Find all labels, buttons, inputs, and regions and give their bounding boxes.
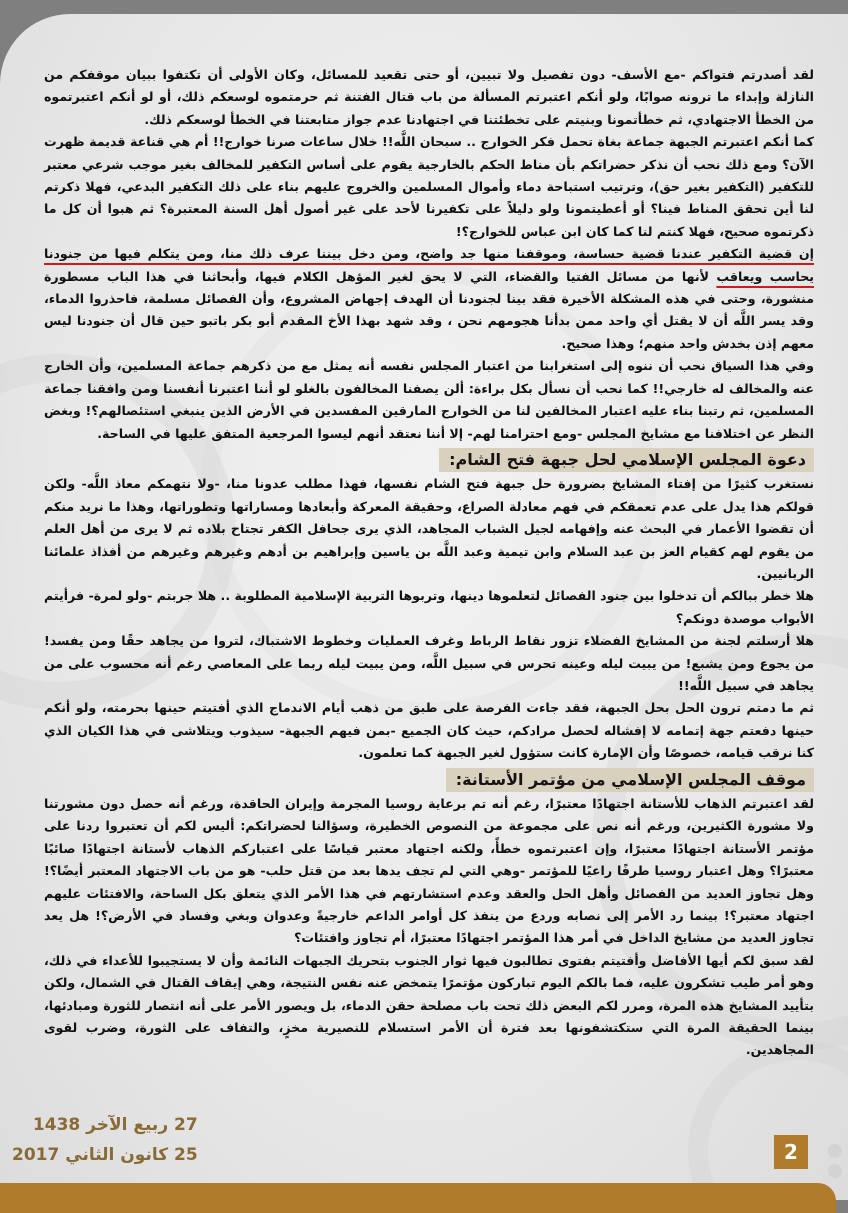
section-heading-astana: موقف المجلس الإسلامي من مؤتمر الأستانة: [446, 768, 814, 792]
paragraph: هلا أرسلتم لجنة من المشايخ الفضلاء تزور نقاط الرباط وغرف العمليات وخطوط الاشتباك، لتروا من يجاهد حقًا ومن يفسد! من يجوع ومن يشبع! من يبيت ليله وعينه تحرس في سبيل اللَّه، ومن يبيت ليله ربما على المعاصي رغم أنه محسوب على من يجاهد في سبيل اللَّه!! [44, 633, 814, 693]
highlighted-sentence: إن قضية التكفير عندنا قضية حساسة، وموقفنا منها جد واضح، ومن دخل بيننا عرف ذلك منا، ومن يتكلم فيها من جنودنا يحاسب ويعاقب [44, 246, 814, 284]
paragraph-highlighted [44, 243, 814, 355]
paragraph: لقد أصدرتم فتواكم -مع الأسف- دون تفصيل ولا تبيين، أو حتى تقعيد للمسائل، وكان الأولى أن تكتفوا ببيان موقفكم من النازلة وإبداء ما ترونه صوابًا، ولو أنكم اعتبرتم المسألة من باب قتال الفتنة ثم حرمتموه لوسعكم ذلك، أو لو أنكم اعتبرتموه من الخطأ الاجتهادي، ثم خطأتمونا وبنيتم على تخطئتنا في اجتهادنا عدم جواز متابعتنا في الخطأ لوسعكم ذلك. [44, 67, 814, 127]
footer-bar [0, 1183, 836, 1213]
decorative-dot [828, 1144, 842, 1158]
page-number: 2 [774, 1135, 808, 1169]
gregorian-date: 25 كانون الثاني 2017 [12, 1145, 198, 1165]
paragraph: هلا خطر ببالكم أن تدخلوا بين جنود الفصائل لتعلموها دينها، وتربوها التربية الإسلامية المطلوبة .. هلا جربتم -ولو لمرة- فرأيتم الأبواب موصدة دونكم؟ [44, 588, 814, 626]
decorative-dot [828, 1164, 842, 1178]
paragraph: كما أنكم اعتبرتم الجبهة جماعة بغاة تحمل فكر الخوارج .. سبحان اللَّه!! خلال ساعات صرنا خوارج!! أم هي قناعة قديمة ظهرت الآن؟ ومع ذلك نحب أن نذكر حضراتكم بأن مناط الحكم بالخارجية يقوم على أساس التكفير للمخالف بغير موجب شرعي معتبر للتكفير (التكفير بغير حق)، وترتيب استباحة دماء وأموال المسلمين والخروج عليهم بناء على ذلك التكفير البدعي، فهلا ذكرتم لنا أين تحقق المناط فينا؟ أو أعطيتمونا ولو دليلاً على تكفيرنا لأحد على غير أصول أهل السنة المعتبرة؟ ثم هبوا أن كل ما ذكرتموه صحيح، فهلا كنتم لنا كما كان ابن عباس للخوارج؟! [44, 134, 814, 239]
paragraph: لقد سبق لكم أيها الأفاضل وأفتيتم بفتوى تطالبون فيها ثوار الجنوب بتحريك الجبهات النائمة وأن لا يستجيبوا للأعداء في ذلك، وهو أمر طيب تشكرون عليه، فما بالكم اليوم تباركون مؤتمرًا يتمخض عنه نفس النتيجة، وهي إيقاف القتال في الشمال، ولكن بتأييد المشايخ هذه المرة، ومرر لكم البعض ذلك تحت باب مصلحة حقن الدماء، بل ويصور الأمر على أنه انتصار للثورة ومبادئها، بينما الحقيقة المرة التي ستكتشفونها بعد فترة أن الأمر استسلام للنصيرية مخزٍ، والتفاف على الثورة، وضرب لقوى المجاهدين. [44, 952, 814, 1058]
section-heading-dissolve-front: دعوة المجلس الإسلامي لحل جبهة فتح الشام: [439, 448, 814, 472]
paragraph-continuation: لأنها من مسائل الفتيا والقضاء، التي لا يحق لغير المؤهل الكلام فيها، وأبحاثنا في هذا الباب مسطورة منشورة، وحتى في هذه المشكلة الأخيرة فقد بينا لجنودنا أن الهدف إجهاض المشروع، وأن الفصائل مسلمة، فاحذروا الدماء، وقد يسر اللَّه أن لا يقتل أي واحد ممن بدأنا هجومهم نحن ، وقد شهد بهذا الأخ المقدم أبو بكر باتبو حين قال أن جنودنا ليس معهم إذن بخدش واحد منهم؛ وهذا صحيح. [44, 268, 814, 351]
paragraph: لقد اعتبرتم الذهاب للأستانة اجتهادًا معتبرًا، رغم أنه تم برعاية روسيا المجرمة وإيران الحاقدة، ورغم أنه حصل دون مشورتنا ولا مشورة الكثيرين، ورغم أنه نص على مجموعة من النصوص الخطيرة، وسؤالنا لحضراتكم: أليس لكم أن تعتبروا ردنا على مؤتمر الأستانة اجتهادًا معتبرًا، وإن اعتبرتموه خطأً، ولكنه اجتهاد معتبر قياسًا على اعتباركم الذهاب لأستانة اجتهادًا صائبًا معتبرًا؟ وهل اعتبار روسيا طرفًا راعيًا للمؤتمر -وهي التي لم تجف يدها بعد من قتل حلب- هو من باب الاجتهاد المعتبر أيضًا؟! وهل تجاوز العديد من الفصائل وأهل الحل والعقد وعدم استشارتهم في هذا الأمر الذي يتعلق بكل الساحة، والافتئات عليهم اجتهاد معتبر؟! بينما رد الأمر إلى نصابه وردع من ينفذ كل أوامر الداعم خارجيةً وعدوان وبغي وفساد في الأرض؟! هل يعد تجاوز العديد من مشايخ الداخل في أمر هذا المؤتمر اجتهادًا معتبرًا، أم تجاوز وافتئات؟ [44, 796, 814, 946]
watermark-ornament [688, 1040, 848, 1200]
footer-dates [12, 1110, 198, 1170]
hijri-date: 27 ربيع الآخر 1438 [32, 1115, 198, 1135]
article-body [44, 64, 814, 1062]
paragraph: نستغرب كثيرًا من إفتاء المشايخ بضرورة حل جبهة فتح الشام نفسها، فهذا مطلب عدونا منا، -ولا نتهمكم معاذ اللَّه- ولكن قولكم هذا يدل على عدم تعمقكم في فهم معادلة الصراع، وحقيقة المعركة وأبعادها ومساراتها وتطوراتها، وهذا ما نريد منكم أن تقضوا الأعمار في البحث عنه وإفهامه لجيل الشباب المجاهد، الذي يرى جحافل الكفر تجتاح بلاده ثم لا يرى من أهل العلم من يقوم لهم كقيام العز بن عبد السلام وابن تيمية وعبد اللَّه بن ياسين وإبراهيم بن أدهم وغيرهم وغيرهم من أفذاذ علمائنا الربانيين. [44, 476, 814, 581]
paragraph: وفي هذا السياق نحب أن ننوه إلى استغرابنا من اعتبار المجلس نفسه أنه يمثل مع من ذكرهم جماعة المسلمين، وأن الخارج عنه والمخالف له خارجي!! كما نحب أن نسأل بكل براءة: ألن يصفنا المخالفون بالغلو لو أننا اعتبرنا أنفسنا ومن وافقنا جماعة المسلمين، ثم رتبنا بناء عليه اعتبار المخالفين لنا من الخوارج المارقين المفسدين في الأرض الذين ينبغي استئصالهم؟! وبغض النظر عن اختلافنا مع مشايخ المجلس -ومع احترامنا لهم- إلا أننا نعتقد أنهم ليسوا المرجعية المتفق عليها في الساحة. [44, 358, 814, 441]
paragraph: ثم ما دمتم ترون الحل بحل الجبهة، فقد جاءت الفرصة على طبق من ذهب أيام الاندماج الذي أفتيتم حينها بحرمته، ولو أنكم حينها دفعتم جهة إتمامه لا إفشاله لحصل مرادكم، حيث كان الجميع -بمن فيهم الجبهة- سيذوب ويتلاشى في هذا الكيان الذي كنا نرقب قيامه، خصوصًا وأن الإمارة كانت ستؤول لغير الجبهة كما تعلمون. [44, 700, 814, 761]
